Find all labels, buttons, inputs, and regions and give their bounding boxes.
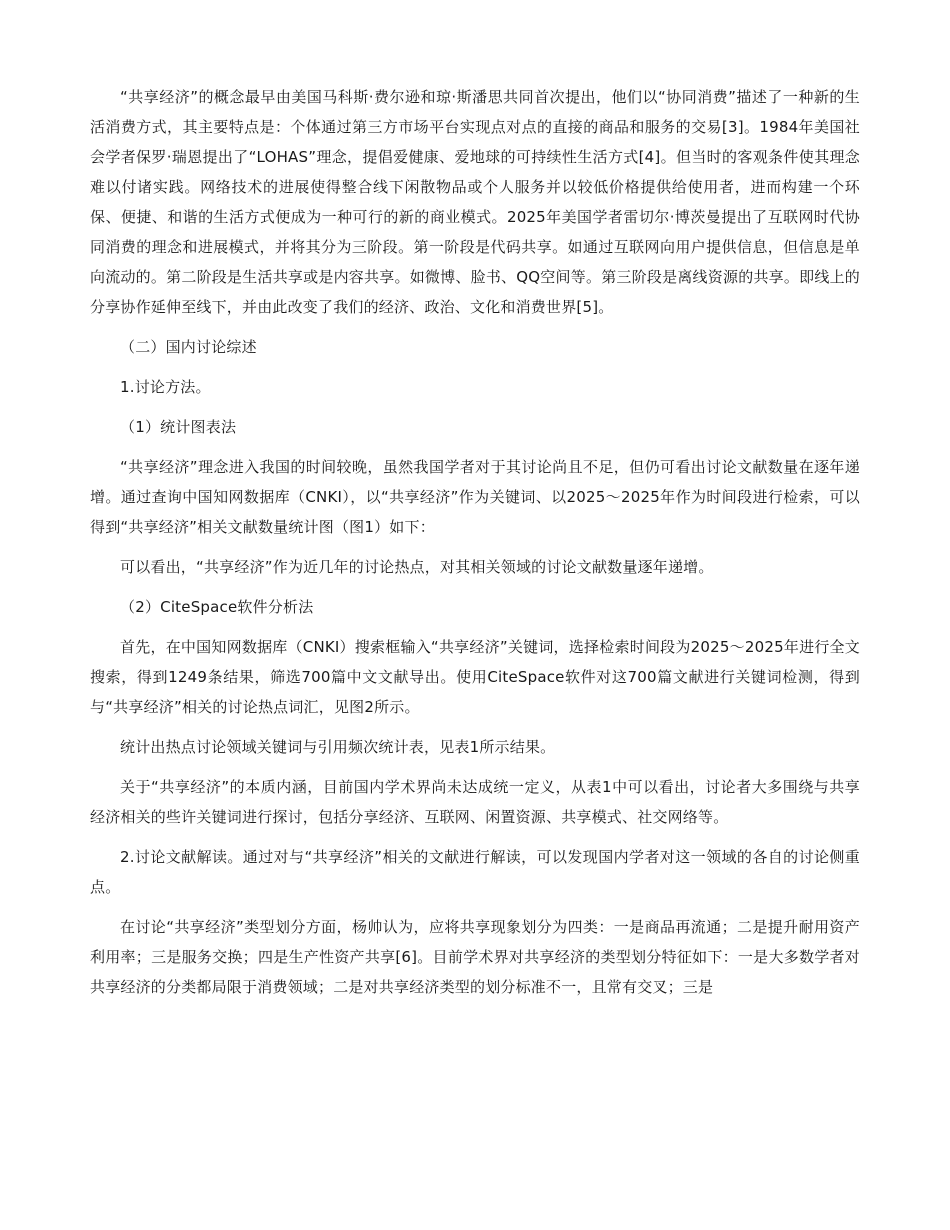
paragraph-citespace-analysis: 首先，在中国知网数据库（CNKI）搜索框输入“共享经济”关键词，选择检索时间段为2025～2025年进行全文搜索，得到1249条结果，筛选700篇中文文献导出。使用CiteSpace软件对这700篇文献进行关键词检测，得到与“共享经济”相关的讨论热点词汇，见图2所示。 bbox=[90, 638, 860, 716]
document-body bbox=[90, 82, 860, 1012]
paragraph-keyword-table: 统计出热点讨论领域关键词与引用频次统计表，见表1所示结果。 bbox=[120, 738, 556, 756]
method-heading-citespace: （2）CiteSpace软件分析法 bbox=[120, 598, 314, 616]
paragraph-type-classification: 在讨论“共享经济”类型划分方面，杨帅认为，应将共享现象划分为四类：一是商品再流通；二是提升耐用资产利用率；三是服务交换；四是生产性资产共享[6]。目前学术界对共享经济的类型划分特征如下：一是大多数学者对共享经济的分类都局限于消费领域；二是对共享经济类型的划分标准不一，且常有交叉；三是 bbox=[90, 918, 860, 996]
paragraph-literature-interpretation: 2.讨论文献解读。通过对与“共享经济”相关的文献进行解读，可以发现国内学者对这一领域的各自的讨论侧重点。 bbox=[90, 848, 860, 896]
paragraph-trend-observation: 可以看出，“共享经济”作为近几年的讨论热点，对其相关领域的讨论文献数量逐年递增。 bbox=[120, 558, 714, 576]
subsection-heading-methods: 1.讨论方法。 bbox=[120, 378, 211, 396]
section-heading-domestic-review: （二）国内讨论综述 bbox=[120, 338, 257, 356]
paragraph-cnki-search: “共享经济”理念进入我国的时间较晚，虽然我国学者对于其讨论尚且不足，但仍可看出讨论文献数量在逐年递增。通过查询中国知网数据库（CNKI），以“共享经济”作为关键词、以2025～2025年作为时间段进行检索，可以得到“共享经济”相关文献数量统计图（图1）如下： bbox=[90, 458, 860, 536]
paragraph-essential-connotation: 关于“共享经济”的本质内涵，目前国内学术界尚未达成统一定义，从表1中可以看出，讨论者大多围绕与共享经济相关的些许关键词进行探讨，包括分享经济、互联网、闲置资源、共享模式、社交网络等。 bbox=[90, 778, 860, 826]
method-heading-statistical-charts: （1）统计图表法 bbox=[120, 418, 237, 436]
paragraph-origin-of-sharing-economy: “共享经济”的概念最早由美国马科斯·费尔逊和琼·斯潘思共同首次提出，他们以“协同消费”描述了一种新的生活消费方式，其主要特点是：个体通过第三方市场平台实现点对点的直接的商品和服务的交易[3]。1984年美国社会学者保罗·瑞恩提出了“LOHAS”理念，提倡爱健康、爱地球的可持续性生活方式[4]。但当时的客观条件使其理念难以付诸实践。网络技术的进展使得整合线下闲散物品或个人服务并以较低价格提供给使用者，进而构建一个环保、便捷、和谐的生活方式便成为一种可行的新的商业模式。2025年美国学者雷切尔·博茨曼提出了互联网时代协同消费的理念和进展模式，并将其分为三阶段。第一阶段是代码共享。如通过互联网向用户提供信息，但信息是单向流动的。第二阶段是生活共享或是内容共享。如微博、脸书、QQ空间等。第三阶段是离线资源的共享。即线上的分享协作延伸至线下，并由此改变了我们的经济、政治、文化和消费世界[5]。 bbox=[90, 88, 860, 316]
